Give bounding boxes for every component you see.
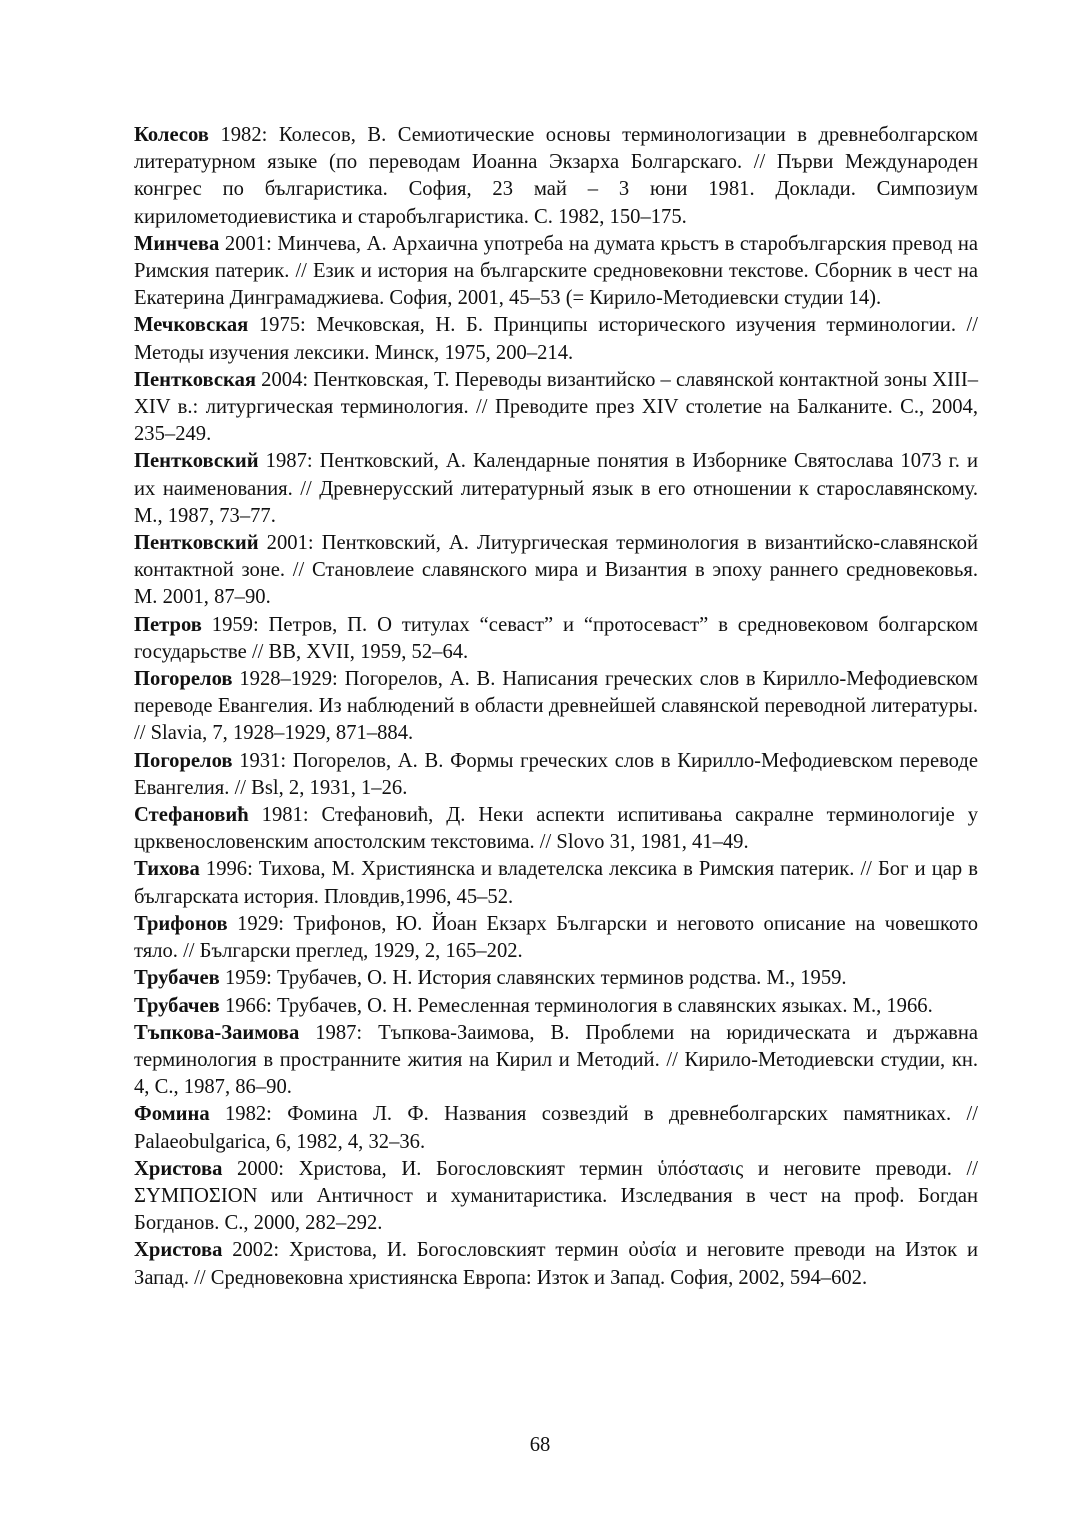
entry-author: Мечковская [134,314,249,337]
bibliography-entry [134,1101,978,1155]
bibliography-entry [134,993,978,1020]
entry-author: Пентковская [134,368,257,391]
entry-text: 1982: Колесов, В. Семиотические основы терминологизации в древнеболгарском литературном языке (по переводам Иоанна Экзарха Болгарскаго. // Първи Международен конгрес по българистика. София, 23 май – 3 юни 1981. Доклади. Симпозиум кирилометодиевистика и старобългаристика. С. 1982, 150–175. [134,124,978,228]
entry-author: Трубачев [134,994,220,1017]
entry-text: 1959: Трубачев, О. Н. История славянских терминов родства. М., 1959. [219,967,847,990]
entry-text: 1966: Трубачев, О. Н. Ремесленная терминология в славянских языках. М., 1966. [219,994,933,1017]
bibliography-entry [134,122,978,231]
entry-text: 1931: Погорелов, А. В. Формы греческих слов в Кирилло-Мефодиевском переводе Евангелия. // Bsl, 2, 1931, 1–26. [134,749,978,799]
entry-author: Трубачев [134,967,220,990]
entry-text: 1975: Мечковская, Н. Б. Принципы исторического изучения терминологии. // Методы изучения лексики. Минск, 1975, 200–214. [134,314,978,364]
bibliography-entry [134,911,978,965]
entry-text: 2001: Минчева, А. Архаична употреба на думата крьстъ в старобългарския превод на Римския патерик. // Език и история на българските средновековни текстове. Сборник в чест на Екатерина Динграмаджиева. София, 2001, 45–53 (= Кирило-Методиевски студии 14). [134,232,978,310]
entry-text: 2001: Пентковский, А. Литургическая терминология в византийско-славянской контактной зоне. // Становлеие славянского мира и Византия в эпоху раннего средновековья. М. 2001, 87–90. [134,532,978,609]
entry-text: 2004: Пентковская, Т. Переводы византийско – славянской контактной зоны XIII–XIV в.: литургическая терминология. // Преводите през XIV столетие на Балканите. С., 2004, 235–249. [134,368,978,446]
bibliography-entry [134,612,978,666]
bibliography-entry [134,448,978,530]
bibliography-entry [134,1020,978,1102]
bibliography-entry [134,666,978,748]
entry-text: 1929: Трифонов, Ю. Йоан Екзарх Български и неговото описание на човешкото тяло. // Български преглед, 1929, 2, 165–202. [134,912,978,963]
bibliography-list [134,122,978,1292]
bibliography-entry [134,856,978,910]
entry-text: 1928–1929: Погорелов, А. В. Написания греческих слов в Кирилло-Мефодиевском переводе Евангелия. Из наблюдений в области древнейшей славянской переводной литературы. // Slavia, 7, 1928–1929, 871–884. [134,668,978,745]
entry-author: Пентковский [134,532,259,555]
entry-author: Петров [134,613,202,636]
entry-text: 1982: Фомина Л. Ф. Названия созвездий в древнеболгарских памятниках. // Palaeobulgarica, 6, 1982, 4, 32–36. [134,1103,978,1153]
entry-author: Минчева [134,232,220,255]
entry-author: Трифонов [134,912,228,935]
bibliography-entry [134,1156,978,1238]
entry-author: Тихова [134,858,200,881]
entry-text: 1981: Стефановић, Д. Неки аспекти испитивања сакралне терминологије у црквенословенским апостолским текстовима. // Slovo 31, 1981, 41–49. [134,804,978,854]
bibliography-entry [134,965,978,992]
entry-author: Колесов [134,124,209,146]
page-number: 68 [529,1434,551,1456]
entry-author: Христова [134,1239,223,1262]
entry-text: 1959: Петров, П. О титулах “севаст” и “протосеваст” в средновековом болгарском государьстве // ВВ, XVII, 1959, 52–64. [134,613,978,663]
entry-author: Христова [134,1157,223,1180]
entry-author: Стефановић [134,804,249,827]
bibliography-entry [134,530,978,612]
entry-text: 1987: Тъпкова-Заимова, В. Проблеми на юридическата и държавна терминология в пространните жития на Кирил и Методий. // Кирило-Методиевски студии, кн. 4, С., 1987, 86–90. [134,1021,978,1099]
entry-author: Пентковский [134,450,259,473]
entry-author: Тъпкова-Заимова [134,1021,300,1044]
entry-author: Фомина [134,1103,210,1126]
entry-author: Погорелов [134,668,233,691]
entry-text: 2000: Христова, И. Богословският термин ὑπόστασις и неговите преводи. // ΣΥΜΠΟΣΙΟΝ или Античност и хуманитаристика. Изследвания в чест на проф. Богдан Богданов. С., 2000, 282–292. [134,1157,978,1235]
entry-text: 1987: Пентковский, А. Календарные понятия в Изборнике Святослава 1073 г. и их наименования. // Древнерусский литературный язык в его отношении к старославянскому. М., 1987, 73–77. [134,450,978,527]
bibliography-entry [134,1237,978,1291]
entry-text: 2002: Христова, И. Богословският термин οὐσία и неговите преводи на Изток и Запад. // Средновековна християнска Европа: Изток и Запад. София, 2002, 594–602. [134,1239,978,1289]
entry-text: 1996: Тихова, М. Християнска и владетелска лексика в Римския патерик. // Бог и цар в българската история. Пловдив,1996, 45–52. [134,858,978,908]
bibliography-entry [134,802,978,856]
bibliography-entry [134,312,978,366]
bibliography-entry [134,231,978,313]
bibliography-entry [134,367,978,449]
bibliography-entry [134,748,978,802]
entry-author: Погорелов [134,749,233,772]
